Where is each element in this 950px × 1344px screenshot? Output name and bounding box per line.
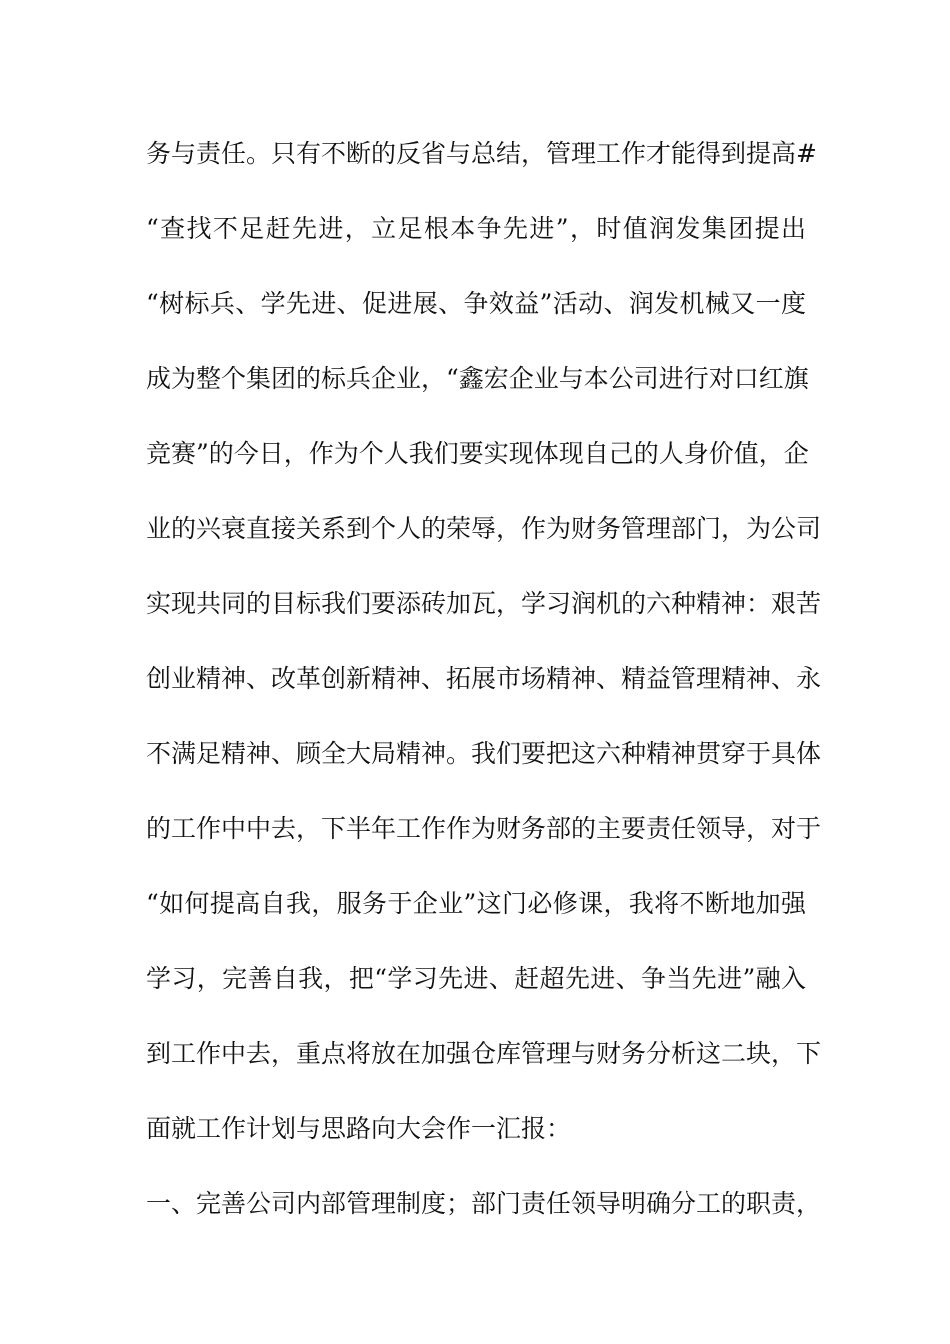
text-line: “查找不足赶先进，立足根本争先进”，时值润发集团提出: [146, 214, 806, 243]
text-line: 到工作中去，重点将放在加强仓库管理与财务分析这二块，下: [146, 1039, 822, 1068]
text-line: 学习，完善自我，把“学习先进、赶超先进、争当先进”融入: [146, 964, 806, 993]
text-line: “如何提高自我，服务于企业”这门必修课，我将不断地加强: [146, 889, 806, 918]
text-line: 的工作中中去，下半年工作作为财务部的主要责任领导，对于: [146, 814, 822, 843]
text-line: 成为整个集团的标兵企业，“鑫宏企业与本公司进行对口红旗: [146, 364, 809, 393]
text-line: 面就工作计划与思路向大会作一汇报：: [146, 1114, 572, 1143]
text-line: 务与责任。只有不断的反省与总结，管理工作才能得到提高#: [146, 139, 817, 168]
text-line: 实现共同的目标我们要添砖加瓦，学习润机的六种精神：艰苦: [146, 589, 822, 618]
body-text: [146, 127, 822, 1252]
text-line: 竞赛”的今日，作为个人我们要实现体现自己的人身价值，企: [146, 439, 809, 468]
text-line: 业的兴衰直接关系到个人的荣辱，作为财务管理部门，为公司: [146, 514, 822, 543]
text-line: “树标兵、学先进、促进展、争效益”活动、润发机械又一度: [146, 289, 806, 318]
text-line: 创业精神、改革创新精神、拓展市场精神、精益管理精神、永: [146, 664, 822, 693]
text-line: 不满足精神、顾全大局精神。我们要把这六种精神贯穿于具体: [146, 739, 822, 768]
text-line: 一、完善公司内部管理制度；部门责任领导明确分工的职责，: [146, 1189, 822, 1218]
